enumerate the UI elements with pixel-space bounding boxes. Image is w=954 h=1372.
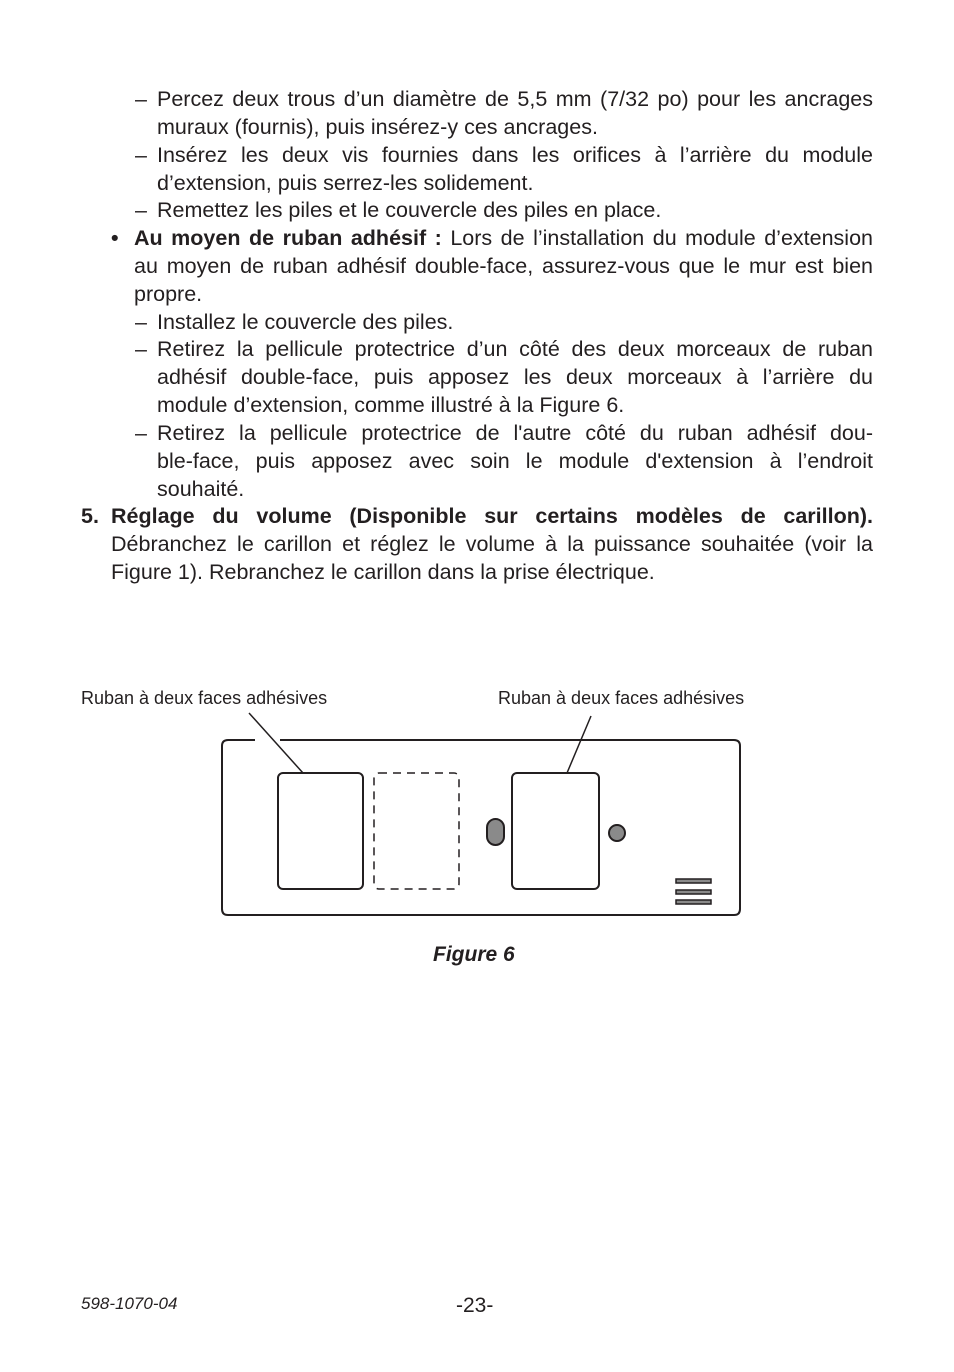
page-number: -23-	[456, 1294, 494, 1317]
adhesive-heading: Au moyen de ruban adhésif :	[134, 226, 442, 250]
step-number: 5.	[81, 504, 99, 528]
step-drill-holes: Percez deux trous d’un diamètre de 5,5 mm (7/32 po) pour les ancrages muraux (fournis), puis insérez-y ces ancrages.	[157, 87, 873, 139]
tape-label-left: Ruban à deux faces adhésives	[81, 688, 328, 708]
dash-marker: –	[135, 310, 147, 334]
document-code: 598-1070-04	[81, 1294, 178, 1313]
leader-line-right	[567, 716, 591, 773]
step-remove-film: Retirez la pellicule protectrice d’un côté des deux morceaux de ruban adhésif double-face, puis apposez les deux morceaux à l’arrière du module d’extension, comme illustré à la Figure 6.	[157, 337, 873, 417]
dash-marker: –	[135, 421, 147, 445]
step-insert-screws: Insérez les deux vis fournies dans les orifices à l’arrière du module d’extension, puis serrez-les solidement.	[157, 143, 873, 195]
vent-slots-icon	[676, 879, 711, 904]
step-install-cover: Installez le couvercle des piles.	[157, 310, 454, 334]
volume-heading: Réglage du volume (Disponible sur certains modèles de carillon).	[111, 504, 873, 528]
figure-caption: Figure 6	[433, 943, 515, 966]
dash-marker: –	[135, 143, 147, 167]
tape-piece-right	[512, 773, 599, 889]
adhesive-mounting-paragraph: Au moyen de ruban adhésif : Lors de l’installation du module d’extension au moyen de ruban adhésif double-face, assurez-vous que le mur est bien propre.	[134, 226, 873, 306]
dash-marker: –	[135, 198, 147, 222]
tape-piece-left	[278, 773, 363, 889]
tape-piece-dashed	[374, 773, 459, 889]
oval-mount-hole	[487, 819, 504, 845]
bullet-marker: •	[111, 226, 119, 250]
step-replace-batteries: Remettez les piles et le couvercle des piles en place.	[157, 198, 662, 222]
dash-marker: –	[135, 87, 147, 111]
round-mount-hole	[609, 825, 625, 841]
step-apply-module: Retirez la pellicule protectrice de l'autre côté du ruban adhésif dou- ble-face, puis apposez avec soin le module d'extension à l’endroit souhaité.	[157, 421, 873, 501]
volume-adjustment-paragraph: Réglage du volume (Disponible sur certains modèles de carillon). Débranchez le carillon et réglez le volume à la puissance souhaitée (voir la Figure 1). Rebranchez le carillon dans la prise électrique.	[111, 504, 873, 584]
tape-label-right: Ruban à deux faces adhésives	[498, 688, 745, 708]
leader-line-left	[249, 713, 303, 773]
dash-marker: –	[135, 337, 147, 361]
